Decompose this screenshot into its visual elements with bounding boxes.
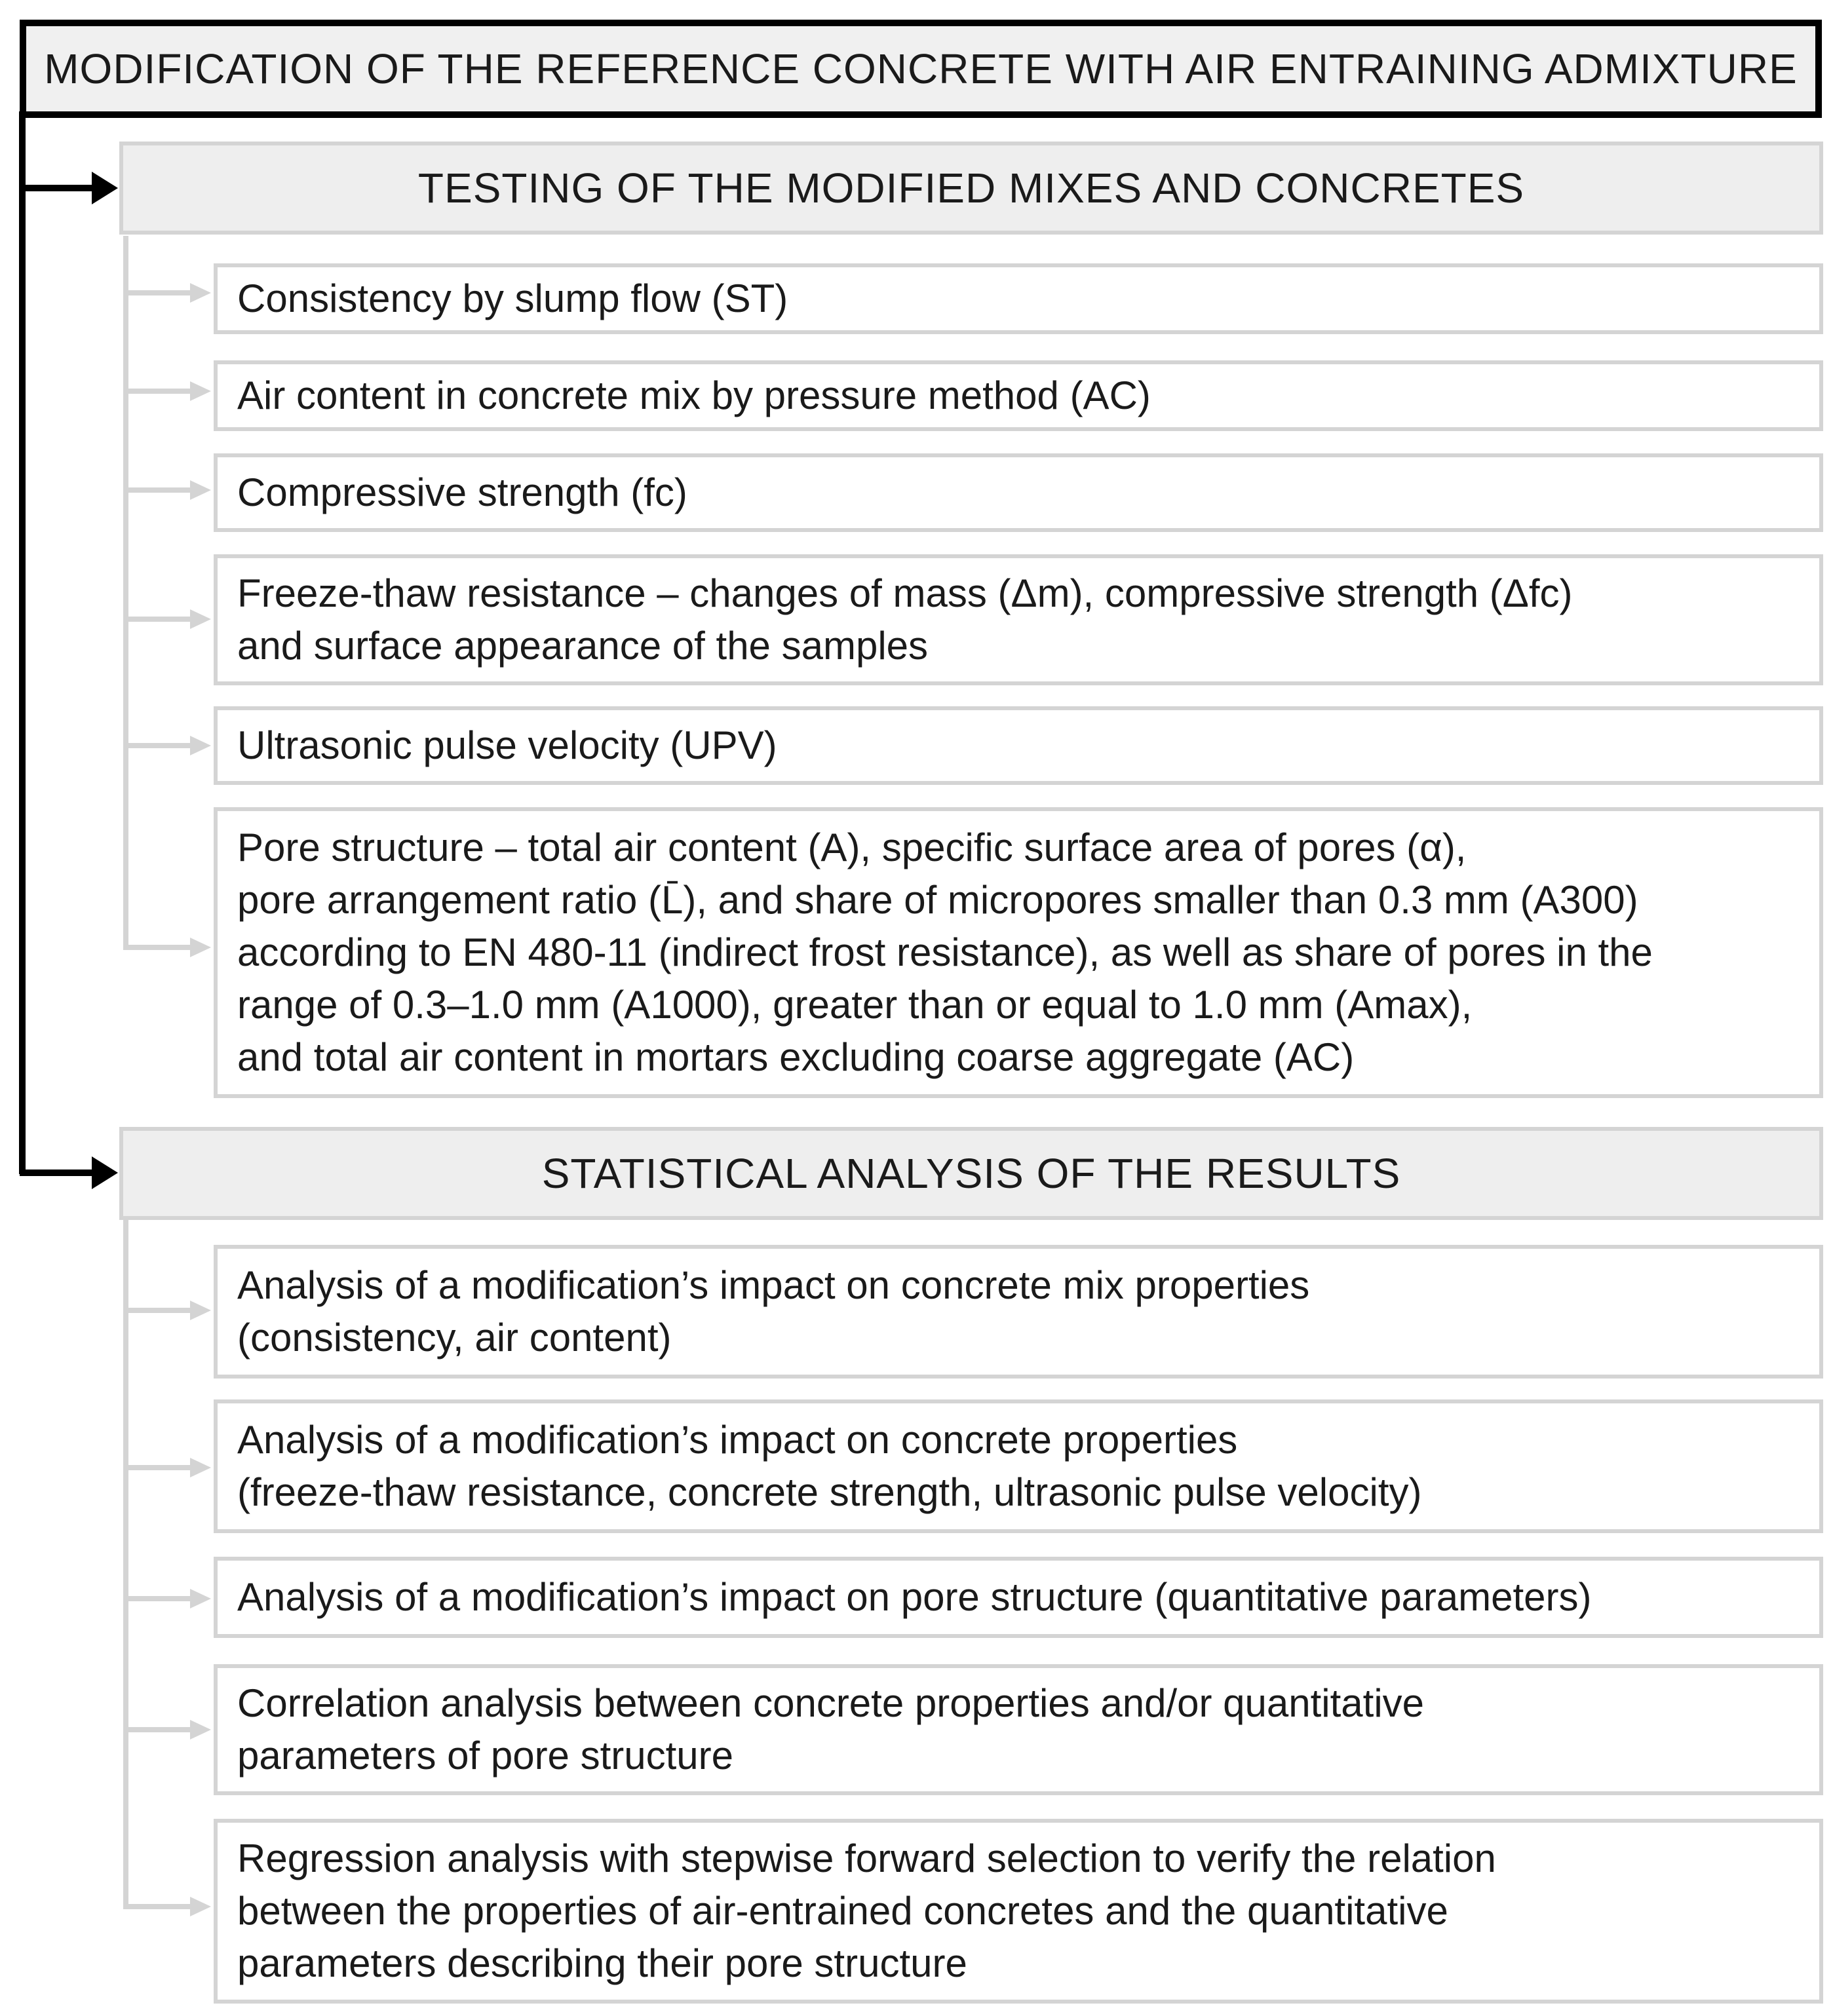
item-text: Analysis of a modification’s impact on pore structure (quantitative parameters) xyxy=(237,1575,1592,1619)
arrow-to-statistical-head xyxy=(92,1156,118,1189)
stat-item-correlation xyxy=(214,1664,1823,1795)
item-text: Pore structure – total air content (A), specific surface area of pores (α), pore arrangement ratio (L̄), and share of micropores smaller than 0.3 mm (A300) according to EN 480-11 (indirect frost resistance), as well as share of pores in the range of 0.3–1.0 mm (A1000), greater than or equal to 1.0 mm (Amax), and total air content in mortars excluding coarse aggregate (AC) xyxy=(237,826,1653,1079)
testing-item-compressive-strength xyxy=(214,453,1823,532)
testing-header-box xyxy=(119,142,1823,235)
item-text: Compressive strength (fc) xyxy=(237,470,687,514)
testing-item-freeze-thaw xyxy=(214,554,1823,685)
item-text: Consistency by slump flow (ST) xyxy=(237,276,788,320)
stat-item-pore-structure xyxy=(214,1557,1823,1638)
stat-item-concrete-properties xyxy=(214,1399,1823,1533)
arrow-to-testing-head xyxy=(92,172,118,204)
testing-item-air-content xyxy=(214,360,1823,431)
statistical-header-box xyxy=(119,1127,1823,1220)
testing-item-pore-structure xyxy=(214,807,1823,1098)
top-title: MODIFICATION OF THE REFERENCE CONCRETE WITH AIR ENTRAINING ADMIXTURE xyxy=(44,45,1798,92)
item-text: Regression analysis with stepwise forward selection to verify the relation between the properties of air-entrained concretes and the quantitative parameters describing their pore structure xyxy=(237,1836,1496,1985)
testing-item-arrows xyxy=(126,283,211,957)
stat-item-regression xyxy=(214,1819,1823,2004)
stat-item-mix-properties xyxy=(214,1245,1823,1379)
item-text: Ultrasonic pulse velocity (UPV) xyxy=(237,723,777,767)
item-text: Freeze-thaw resistance – changes of mass (Δm), compressive strength (Δfc) and surface appearance of the samples xyxy=(237,571,1573,668)
statistical-header-title: STATISTICAL ANALYSIS OF THE RESULTS xyxy=(541,1150,1401,1197)
statistical-item-arrows xyxy=(126,1301,211,1916)
top-title-box xyxy=(20,20,1822,118)
item-text: Air content in concrete mix by pressure method (AC) xyxy=(237,373,1151,417)
item-text: Correlation analysis between concrete properties and/or quantitative parameters of pore structure xyxy=(237,1681,1425,1778)
testing-item-upv xyxy=(214,706,1823,785)
testing-header-title: TESTING OF THE MODIFIED MIXES AND CONCRETES xyxy=(417,164,1525,212)
testing-item-consistency xyxy=(214,263,1823,334)
item-text: Analysis of a modification’s impact on concrete mix properties (consistency, air content) xyxy=(237,1263,1310,1360)
item-text: Analysis of a modification’s impact on concrete properties (freeze-thaw resistance, concrete strength, ultrasonic pulse velocity) xyxy=(237,1418,1422,1514)
